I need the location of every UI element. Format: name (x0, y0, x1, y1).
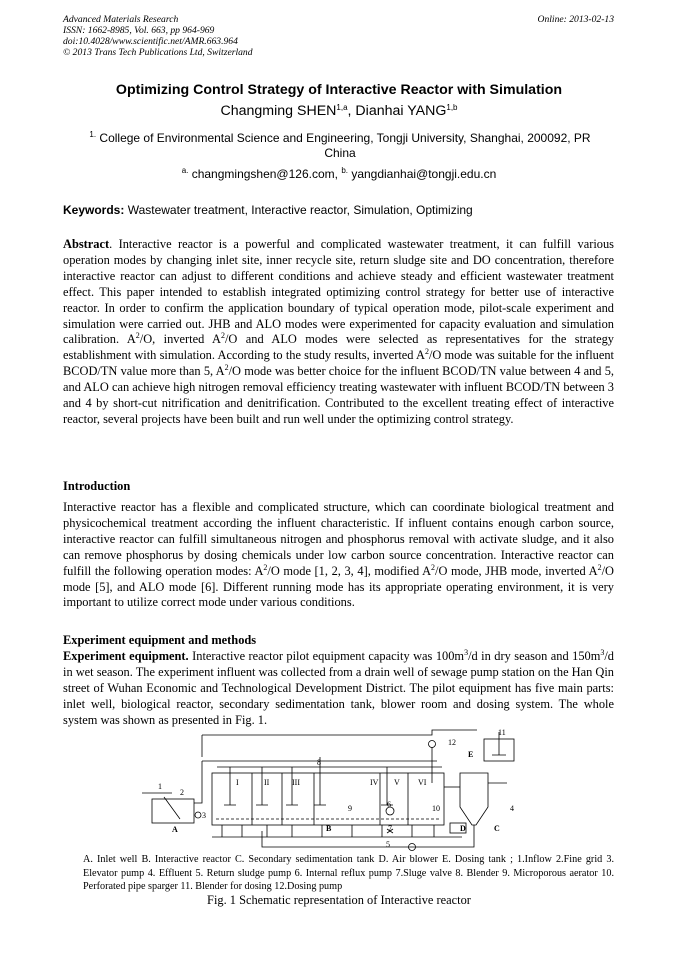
label-IV: IV (370, 778, 379, 787)
superscript: 2 (135, 331, 140, 341)
keywords (63, 203, 473, 217)
superscript: 2 (597, 562, 602, 572)
label-12: 12 (448, 738, 456, 747)
abstract-text: /O mode was better choice for the influent BCOD/TN value between 4 and 5, and ALO can achieve high nitrogen removal efficiency treating wastewater with influent BCOD/TN between 3 and 4 by short-cut nitrification and denitrification. Contributed to the excellent treating effect of interactive reactor, several projects have been built and run well under the optimizing control strategy. (63, 364, 614, 426)
label-VI: VI (418, 778, 427, 787)
blender-icon (230, 757, 387, 805)
label-E: E (468, 750, 474, 759)
label-7: 7 (388, 824, 392, 833)
email-b: yangdianhai@tongji.edu.cn (347, 167, 497, 181)
experiment-paragraph (63, 649, 614, 729)
intro-text: /O mode [1, 2, 3, 4], modified A (267, 563, 432, 578)
superscript: 3 (464, 648, 469, 657)
email-a-mark: a. (181, 166, 189, 175)
fine-grid (164, 797, 180, 819)
return-sludge-pipe (262, 825, 474, 847)
inlet-well (152, 799, 194, 823)
affiliation-mark: 1. (89, 130, 97, 139)
figure-caption: Fig. 1 Schematic representation of Interactive reactor (207, 893, 471, 907)
label-2: 2 (180, 788, 184, 797)
label-III: III (292, 778, 300, 787)
author-2-sup: 1,b (446, 103, 458, 112)
superscript: 2 (263, 562, 268, 572)
keywords-text: Wastewater treatment, Interactive reactor, Simulation, Optimizing (124, 203, 473, 217)
intro-text: /O mode [5], and ALO mode [6]. Different running mode has its appropriate operating environment, it is very important to utilize correct mode under various conditions. (63, 563, 614, 610)
label-V: V (394, 778, 400, 787)
abstract-label: Abstract (63, 237, 110, 251)
label-11: 11 (498, 728, 506, 737)
doi: doi:10.4028/www.scientific.net/AMR.663.964 (63, 36, 238, 47)
copyright: © 2013 Trans Tech Publications Ltd, Switzerland (63, 47, 253, 58)
email-b-mark: b. (341, 166, 348, 175)
author-2: Dianhai YANG (355, 103, 447, 119)
experiment-text: /d in wet season. The experiment influent was collected from a drain well of sewage pump station on the Han Qin street of Wuhan Economic and Technological Development District. The pilot equipment has five main parts: inlet well, biological reactor, secondary sedimentation tank, blower room and dosing system. The whole system was shown as presented in Fig. 1. (63, 649, 614, 727)
introduction-heading: Introduction (63, 479, 131, 493)
abstract-text: /O mode was suitable for the influent BCOD/TN value more than 5, A (63, 348, 614, 379)
email-a: changmingshen@126.com, (188, 167, 342, 181)
label-9: 9 (348, 804, 352, 813)
experiment-text: Interactive reactor pilot equipment capacity was 100m (188, 649, 465, 663)
abstract-text: /O, inverted A (139, 332, 221, 347)
author-sep: , (347, 103, 356, 119)
affiliation (80, 131, 600, 161)
elevator-pump-icon (195, 812, 201, 818)
author-1-sup: 1,a (336, 103, 348, 112)
label-II: II (264, 778, 270, 787)
interactive-reactor (212, 773, 444, 825)
paper-title: Optimizing Control Strategy of Interactive Reactor with Simulation (115, 82, 563, 98)
label-1: 1 (158, 782, 162, 791)
lift-pipe (194, 761, 202, 803)
label-5: 5 (386, 840, 390, 849)
label-8: 8 (317, 758, 321, 767)
abstract-text: /O and ALO modes were selected as representatives for the strategy establishment with simulation. According to the study results, inverted A (63, 332, 614, 363)
dosing-pump-icon (429, 741, 436, 748)
label-C: C (494, 824, 500, 833)
journal-header (63, 14, 253, 58)
reactor-schematic (142, 727, 542, 851)
online-date: Online: 2013-02-13 (537, 14, 614, 25)
abstract-paragraph (63, 237, 614, 428)
experiment-sublabel: Experiment equipment. (63, 649, 189, 663)
superscript: 2 (431, 562, 436, 572)
email-line (0, 167, 678, 181)
journal-name: Advanced Materials Research (63, 14, 179, 25)
figure-legend: A. Inlet well B. Interactive reactor C. Secondary sedimentation tank D. Air blower E. Dosing tank ; 1.Inflow 2.Fine grid 3. Elevator pump 4. Effluent 5. Return sludge pump 6. Internal reflux pump 7.Sluge valve 8. Blender 9. Microporous aerator 10. Perforated pipe sparger 11. Blender for dosing 12.Dosing pump (83, 854, 614, 892)
author-1: Changming SHEN (220, 103, 337, 119)
superscript: 2 (220, 331, 225, 341)
issn: ISSN: 1662-8985, Vol. 663, pp 964-969 (63, 25, 215, 36)
label-A: A (172, 825, 178, 834)
experiment-heading: Experiment equipment and methods (63, 633, 257, 647)
label-10: 10 (432, 804, 440, 813)
intro-text: /O mode, JHB mode, inverted A (435, 563, 598, 578)
author-line (0, 103, 678, 119)
superscript: 2 (224, 363, 229, 373)
experiment-text: /d in dry season and 150m (468, 649, 601, 663)
label-4: 4 (510, 804, 514, 813)
superscript: 2 (424, 347, 429, 357)
label-D: D (460, 824, 466, 833)
abstract-text: . Interactive reactor is a powerful and complicated wastewater treatment, it can fulfill various operation modes by changing inlet site, inner recycle site, return sludge site and DO concentration, therefore interactive reactor can adjust to different conditions and achieve steady and efficient wastewater treatment effect. This paper intended to establish integrated optimizing control strategy for better use of interactive reactor. In order to confirm the application boundary of typical operation mode, pilot-scale experiment and simulation were carried out. JHB and ALO modes were experimented for capacity evaluation and simulation calibration. A (63, 237, 614, 347)
label-6: 6 (387, 800, 391, 809)
label-B: B (326, 824, 332, 833)
dosing-pipe (202, 730, 477, 735)
label-I: I (236, 778, 239, 787)
affiliation-text: College of Environmental Science and Engineering, Tongji University, Shanghai, 200092, PR China (96, 131, 591, 160)
reactor-partition (252, 773, 408, 825)
introduction-paragraph (63, 500, 614, 611)
keywords-label: Keywords: (63, 203, 125, 217)
sedimentation-tank (460, 773, 488, 825)
intro-text: Interactive reactor has a flexible and complicated structure, which can coordinate biological treatment and physicochemical treatment according the influent characteristic. If influent contains enough carbon source, interactive reactor can fulfill simultaneous nitrogen and phosphorus removal with activate sludge, and it also can remove phosphorus by dosing chemicals under low carbon source concentration. Interactive reactor can fulfill the following operation modes: A (63, 500, 614, 578)
superscript: 3 (600, 648, 605, 657)
label-3: 3 (202, 811, 206, 820)
